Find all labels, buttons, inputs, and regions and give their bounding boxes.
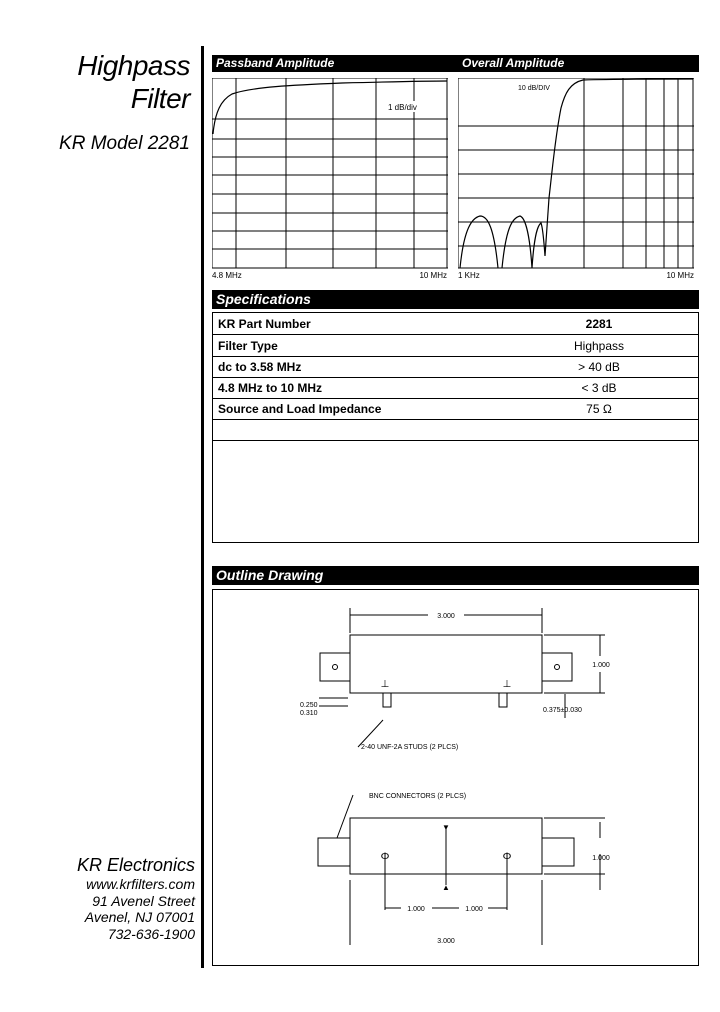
dim-height: 1.000 (592, 662, 610, 669)
company-phone: 732-636-1900 (107, 926, 195, 942)
stud-left (383, 693, 391, 707)
company-city: Avenel, NJ 07001 (84, 909, 195, 925)
connector-left-top (320, 653, 350, 681)
connector-pin-left (333, 665, 338, 670)
spec-row-empty (213, 419, 698, 441)
spec-row-label: Filter Type (218, 339, 278, 353)
specifications-bar: Specifications (212, 290, 699, 309)
company-street: 91 Avenel Street (92, 893, 195, 909)
spec-row-label: Source and Load Impedance (218, 402, 382, 416)
passband-chart (212, 78, 448, 280)
stud-marker-left: ⊥ (380, 679, 390, 690)
spec-row (213, 335, 698, 357)
dim-length-2: 3.000 (437, 938, 455, 945)
studs-note: 2-40 UNF-2A STUDS (2 PLCS) (361, 744, 459, 751)
specifications-table (212, 312, 699, 543)
connector-right-side (542, 838, 574, 866)
spec-row (213, 377, 698, 399)
center-marker-bottom: ▲ (442, 883, 450, 892)
title-highpass: Highpass (77, 50, 190, 81)
passband-chart-title: Passband Amplitude (216, 56, 335, 70)
spec-row (213, 356, 698, 378)
passband-x-end: 10 MHz (419, 271, 447, 280)
stud-right (499, 693, 507, 707)
charts-header-bar (212, 55, 699, 72)
outline-drawing-box (212, 589, 699, 966)
spec-row-value: > 40 dB (578, 360, 620, 374)
company-name: KR Electronics (76, 855, 195, 875)
vertical-divider (201, 46, 204, 968)
overall-scale-label: 10 dB/DIV (518, 85, 550, 92)
overall-x-start: 1 KHz (458, 271, 480, 280)
overall-chart (458, 78, 699, 280)
spec-row (213, 398, 698, 420)
title-filter: Filter (130, 83, 190, 114)
dim-length: 3.000 (437, 613, 455, 620)
dim-height-2: 1.000 (592, 855, 610, 862)
spec-row-label: 4.8 MHz to 10 MHz (218, 381, 323, 395)
connectors-note: BNC CONNECTORS (2 PLCS) (369, 793, 467, 800)
passband-x-start: 4.8 MHz (212, 271, 242, 280)
dim-span-a: 1.000 (407, 906, 425, 913)
spec-row-value: 75 Ω (586, 402, 612, 416)
stud-marker-right: ⊥ (502, 679, 512, 690)
overall-chart-title: Overall Amplitude (462, 56, 565, 70)
outline-drawing-bar: Outline Drawing (212, 566, 699, 585)
spec-row-label: dc to 3.58 MHz (218, 360, 302, 374)
dim-left-b: 0.310 (300, 710, 318, 717)
connector-pin-right (555, 665, 560, 670)
dim-span-b: 1.000 (465, 906, 483, 913)
dim-right: 0.375±0.030 (543, 707, 582, 714)
spec-header-value: 2281 (585, 317, 613, 331)
outline-drawing (213, 590, 698, 965)
model-name: KR Model 2281 (59, 133, 190, 154)
connector-right-top (542, 653, 572, 681)
dim-left-a: 0.250 (300, 702, 318, 709)
center-marker-top: ▼ (442, 823, 450, 832)
connector-left-side (318, 838, 350, 866)
spec-row-value: Highpass (573, 339, 625, 353)
mount-marker-right: Φ (502, 851, 512, 863)
filter-body-top (350, 635, 542, 693)
spec-header-row (213, 313, 698, 335)
mount-marker-left: Φ (380, 851, 390, 863)
spec-header-label: KR Part Number (218, 317, 311, 331)
company-url[interactable]: www.krfilters.com (86, 876, 195, 892)
passband-scale-label: 1 dB/div (388, 103, 417, 112)
spec-row-value: < 3 dB (581, 381, 617, 395)
overall-x-end: 10 MHz (666, 271, 694, 280)
